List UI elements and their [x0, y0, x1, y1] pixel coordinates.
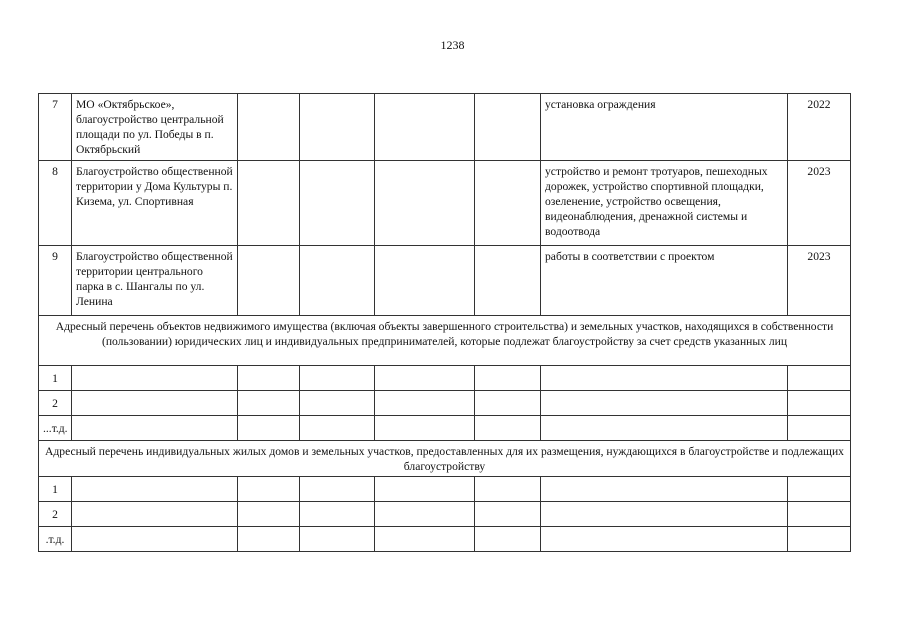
empty-cell [475, 502, 541, 527]
empty-cell [475, 527, 541, 552]
empty-cell [72, 502, 238, 527]
empty-cell [541, 527, 788, 552]
empty-cell [475, 366, 541, 391]
empty-cell [541, 391, 788, 416]
empty-cell [238, 527, 300, 552]
empty-cell [375, 94, 475, 161]
empty-cell [300, 94, 375, 161]
row-number: .т.д. [39, 527, 72, 552]
empty-cell [238, 246, 300, 316]
empty-cell [300, 366, 375, 391]
empty-cell [300, 161, 375, 246]
empty-cell [375, 477, 475, 502]
empty-cell [72, 391, 238, 416]
empty-cell [72, 477, 238, 502]
section-header-row [39, 316, 851, 366]
empty-cell [541, 477, 788, 502]
empty-cell [375, 527, 475, 552]
empty-cell [375, 416, 475, 441]
empty-cell [238, 161, 300, 246]
year: 2022 [788, 94, 851, 161]
table-row [39, 246, 851, 316]
empty-cell [238, 366, 300, 391]
empty-cell [541, 416, 788, 441]
empty-cell [375, 391, 475, 416]
row-number: ...т.д. [39, 416, 72, 441]
empty-cell [238, 94, 300, 161]
empty-cell [300, 502, 375, 527]
page-number: 1238 [440, 38, 465, 52]
table-row [39, 416, 851, 441]
row-number: 7 [39, 94, 72, 161]
empty-cell [300, 391, 375, 416]
empty-cell [475, 477, 541, 502]
empty-cell [238, 416, 300, 441]
empty-cell [541, 502, 788, 527]
table-row [39, 502, 851, 527]
empty-cell [238, 477, 300, 502]
row-number: 1 [39, 366, 72, 391]
empty-cell [475, 94, 541, 161]
table-row [39, 94, 851, 161]
empty-cell [788, 416, 851, 441]
empty-cell [300, 416, 375, 441]
empty-cell [475, 416, 541, 441]
empty-cell [475, 391, 541, 416]
empty-cell [788, 366, 851, 391]
section-header-row [39, 441, 851, 477]
table-row [39, 161, 851, 246]
empty-cell [788, 502, 851, 527]
empty-cell [475, 246, 541, 316]
row-number: 8 [39, 161, 72, 246]
empty-cell [375, 161, 475, 246]
object-name: Благоустройство общественной территории у Дома Культуры п. Кизема, ул. Спортивная [72, 161, 238, 246]
empty-cell [375, 502, 475, 527]
year: 2023 [788, 246, 851, 316]
works-description: устройство и ремонт тротуаров, пешеходных дорожек, устройство спортивной площадки, озеленение, устройство освещения, видеонаблюдения, дренажной системы и водоотвода [541, 161, 788, 246]
row-number: 2 [39, 391, 72, 416]
row-number: 1 [39, 477, 72, 502]
empty-cell [300, 477, 375, 502]
table-row [39, 527, 851, 552]
empty-cell [375, 246, 475, 316]
empty-cell [300, 246, 375, 316]
empty-cell [300, 527, 375, 552]
object-name: Благоустройство общественной территории центрального парка в с. Шангалы по ул. Ленина [72, 246, 238, 316]
empty-cell [238, 502, 300, 527]
empty-cell [375, 366, 475, 391]
empty-cell [238, 391, 300, 416]
table-row [39, 391, 851, 416]
section-title-houses: Адресный перечень индивидуальных жилых домов и земельных участков, предоставленных для их размещения, нуждающихся в благоустройстве и подлежащих благоустройству [39, 441, 851, 477]
improvement-register-table [38, 93, 851, 552]
row-number: 9 [39, 246, 72, 316]
object-name: МО «Октябрьское», благоустройство центральной площади по ул. Победы в п. Октябрьский [72, 94, 238, 161]
empty-cell [788, 527, 851, 552]
empty-cell [72, 416, 238, 441]
works-description: установка ограждения [541, 94, 788, 161]
row-number: 2 [39, 502, 72, 527]
empty-cell [72, 527, 238, 552]
table-row [39, 366, 851, 391]
section-title-business: Адресный перечень объектов недвижимого имущества (включая объекты завершенного строительства) и земельных участков, находящихся в собственности (пользовании) юридических лиц и индивидуальных предпринимателей, которые подлежат благоустройству за счет средств указанных лиц [39, 316, 851, 366]
works-description: работы в соответствии с проектом [541, 246, 788, 316]
empty-cell [788, 391, 851, 416]
empty-cell [72, 366, 238, 391]
year: 2023 [788, 161, 851, 246]
empty-cell [788, 477, 851, 502]
empty-cell [475, 161, 541, 246]
empty-cell [541, 366, 788, 391]
table-row [39, 477, 851, 502]
